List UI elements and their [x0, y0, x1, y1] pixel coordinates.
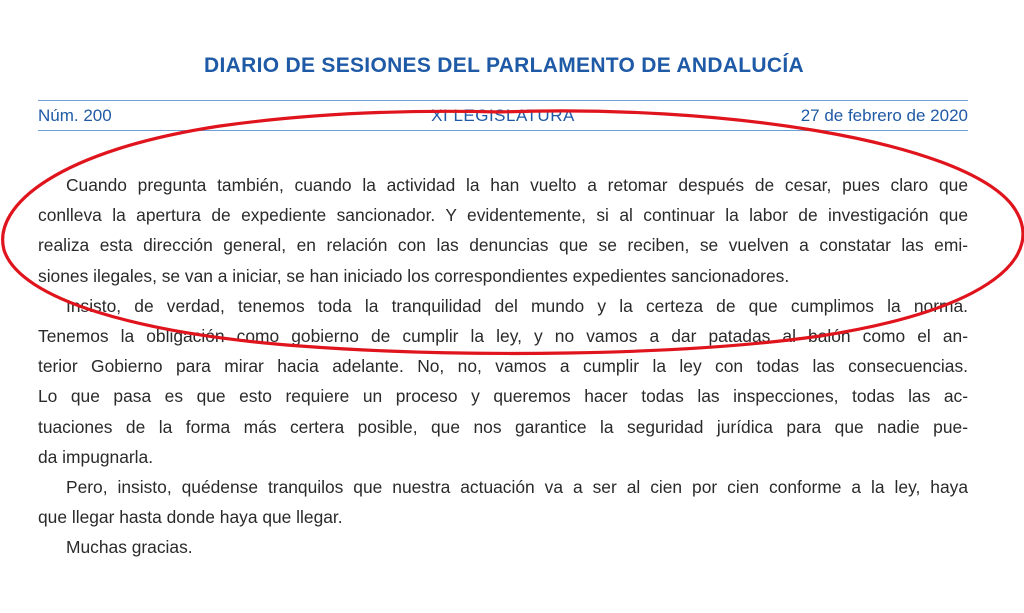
text-line: Insisto, de verdad, tenemos toda la tranquilidad del mundo y la certeza de que cumplimos la norma. — [66, 295, 968, 316]
header-top-rule — [38, 100, 968, 101]
journal-title: DIARIO DE SESIONES DEL PARLAMENTO DE ANDALUCÍA — [204, 54, 804, 77]
text-line: tuaciones de la forma más certera posible, que nos garantice la seguridad jurídica para que nadie pue- — [38, 416, 968, 437]
issue-number: Núm. 200 — [38, 106, 112, 125]
paragraph-1 — [38, 170, 968, 291]
text-line: conlleva la apertura de expediente sancionador. Y evidentemente, si al continuar la labor de investigación que — [38, 205, 968, 226]
text-line: Muchas gracias. — [66, 537, 193, 558]
text-line: realiza esta dirección general, en relación con las denuncias que se reciben, se vuelven a constatar las emi- — [38, 235, 968, 256]
paragraph-4 — [38, 532, 968, 562]
body-text — [38, 170, 968, 562]
legislature-label: XI LEGISLATURA — [431, 106, 575, 125]
paragraph-2 — [38, 291, 968, 472]
text-line: Tenemos la obligación como gobierno de cumplir la ley, y no vamos a dar patadas al balón como el an- — [38, 325, 968, 346]
text-line: Pero, insisto, quédense tranquilos que nuestra actuación va a ser al cien por cien conforme a la ley, haya — [66, 476, 968, 497]
header-bottom-rule — [38, 130, 968, 131]
paragraph-3 — [38, 472, 968, 532]
text-line: que llegar hasta donde haya que llegar. — [38, 507, 343, 528]
text-line: terior Gobierno para mirar hacia adelante. No, no, vamos a cumplir la ley con todas las consecuencias. — [38, 356, 968, 377]
issue-date: 27 de febrero de 2020 — [800, 106, 968, 125]
text-line: Lo que pasa es que esto requiere un proceso y queremos hacer todas las inspecciones, todas las ac- — [38, 386, 968, 407]
text-line: siones ilegales, se van a iniciar, se han iniciado los correspondientes expedientes sancionadores. — [38, 265, 790, 286]
text-line: Cuando pregunta también, cuando la actividad la han vuelto a retomar después de cesar, pues claro que — [66, 175, 968, 195]
text-line: da impugnarla. — [38, 446, 154, 467]
